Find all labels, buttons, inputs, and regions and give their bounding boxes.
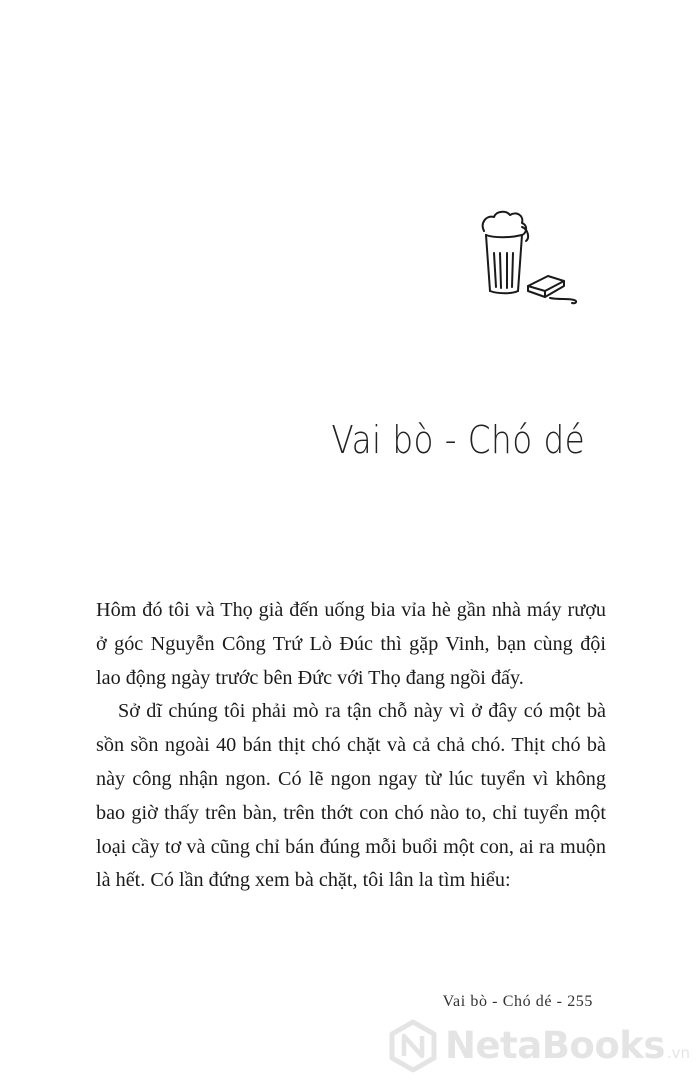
running-footer-page-number: Vai bò - Chó dé - 255 bbox=[442, 993, 593, 1010]
beer-glass-and-matchbox-icon bbox=[470, 205, 590, 310]
netabooks-logo-icon bbox=[385, 1018, 441, 1074]
watermark-domain: .vn bbox=[666, 1044, 691, 1062]
watermark-brand: NetaBooks bbox=[445, 1024, 665, 1067]
watermark bbox=[385, 1018, 690, 1074]
chapter-title: Vai bò - Chó dé bbox=[331, 418, 585, 462]
paragraph-2: Sở dĩ chúng tôi phải mò ra tận chỗ này vì ở đây có một bà sồn sồn ngoài 40 bán thịt chó chặt và cả chả chó. Thịt chó bà này công nhận ngon. Có lẽ ngon ngay từ lúc tuyển vì không bao giờ thấy trên bàn, trên thớt con chó nào to, chỉ tuyển một loại cầy tơ và cũng chỉ bán đúng mỗi buổi một con, ai ra muộn là hết. Có lần đứng xem bà chặt, tôi lân la tìm hiểu: bbox=[96, 700, 606, 892]
body-text bbox=[96, 594, 606, 898]
paragraph-1: Hôm đó tôi và Thọ già đến uống bia vỉa hè gần nhà máy rượu ở góc Nguyễn Công Trứ Lò Đúc thì gặp Vinh, bạn cùng đội lao động ngày trước bên Đức với Thọ đang ngồi đấy. bbox=[96, 599, 606, 689]
